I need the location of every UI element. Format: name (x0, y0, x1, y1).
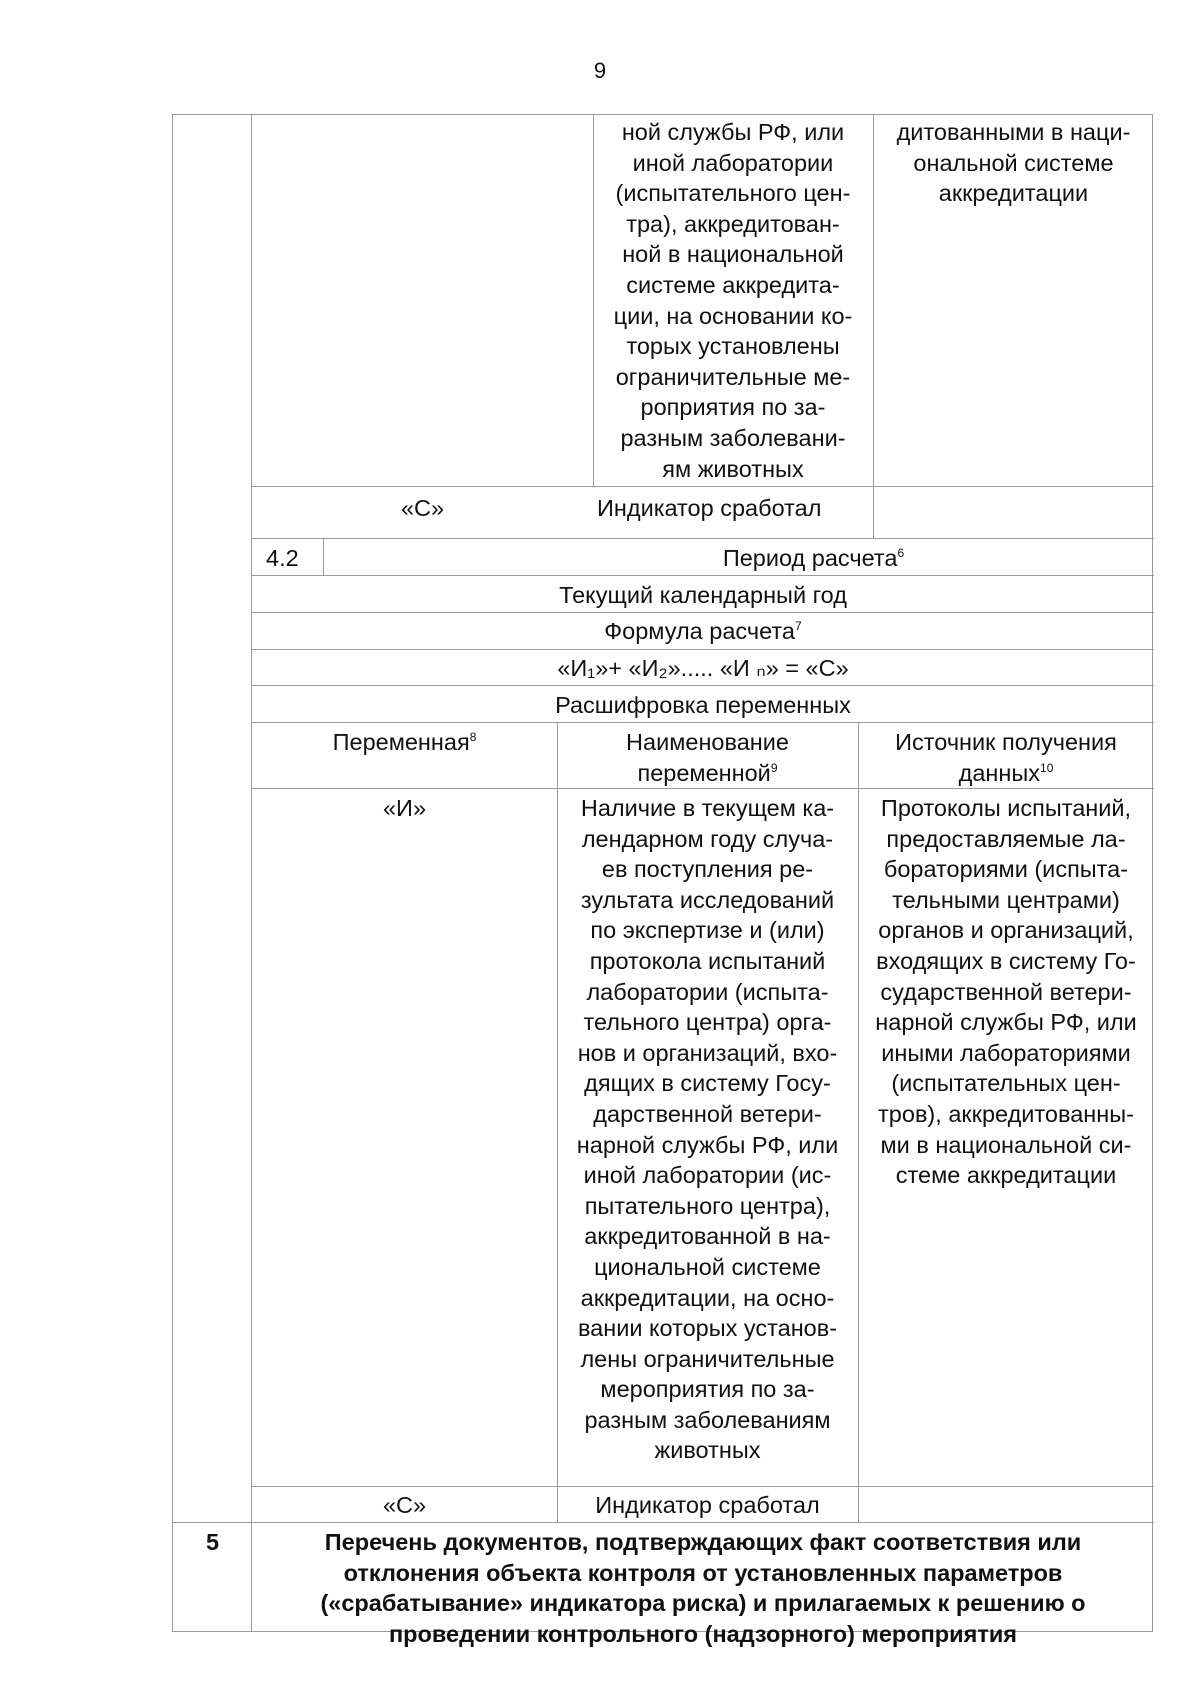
section-5-text (252, 1527, 1154, 1649)
text-line: проведении контрольного (надзорного) мероприятия (388, 1620, 1017, 1647)
text-line: тельными центрами) (892, 886, 1120, 913)
text-line: Наличие в текущем ка- (580, 795, 835, 821)
continuation-source-cell (873, 117, 1154, 209)
text-line: животных (654, 1437, 761, 1464)
text-line: (испытательного цен- (615, 180, 851, 207)
text-line: лаборатории (испыта- (586, 978, 829, 1005)
text-line: тельного центра) орга- (583, 1009, 832, 1036)
text-line: (испытательных цен- (891, 1070, 1121, 1097)
text-line: ев поступления ре- (601, 856, 814, 883)
text-line: протокола испытаний (589, 947, 826, 974)
text-line: иной лаборатории (ис- (583, 1162, 832, 1189)
variable-c-name: Индикатор сработал (595, 1492, 820, 1518)
text-line: («срабатывание» индикатора риска) и прилагаемых к решению о (320, 1590, 1086, 1617)
footnote-7: 7 (795, 619, 802, 634)
header-source-line2: данных (958, 759, 1041, 786)
text-line: органов и организаций, (878, 917, 1134, 944)
text-line: аккредитованной в на- (584, 1223, 831, 1250)
section-5-number: 5 (205, 1529, 220, 1555)
text-line: тров), аккредитованны- (878, 1100, 1134, 1127)
text-line: разным заболеваниям (584, 1406, 831, 1433)
header-name-line2: переменной (637, 759, 771, 786)
text-line: дарственной ветери- (593, 1100, 822, 1127)
header-variable-text: Переменная (332, 729, 470, 755)
text-line: аккредитации (938, 180, 1089, 207)
text-line: аккредитации, на осно- (580, 1284, 835, 1311)
header-variable (252, 727, 557, 758)
variable-c-cell: «С» (400, 495, 445, 521)
footnote-6: 6 (897, 546, 905, 561)
text-line: лендарном году случа- (581, 825, 834, 852)
text-line: иной лаборатории (632, 149, 834, 176)
header-name (557, 727, 858, 788)
text-line: вании которых установ- (577, 1315, 838, 1342)
text-line: тра), аккредитован- (626, 210, 840, 237)
text-line: Перечень документов, подтверждающих факт соответствия или (324, 1529, 1082, 1555)
text-line: мероприятия по за- (600, 1376, 815, 1403)
text-line: нарной службы РФ, или (576, 1131, 839, 1158)
section-number: 4.2 (266, 545, 299, 571)
indicator-table (172, 114, 1153, 1647)
table-left-column (173, 115, 252, 1631)
text-line: по экспертизе и (или) (590, 917, 825, 944)
variable-i: «И» (382, 795, 427, 821)
text-line: разным заболевани- (620, 424, 846, 451)
footnote-10: 10 (1040, 760, 1054, 775)
period-value: Текущий календарный год (559, 582, 847, 608)
text-line: иными лабораториями (881, 1039, 1131, 1066)
text-line: системе аккредита- (626, 271, 840, 298)
text-line: ции, на основании ко- (613, 302, 853, 329)
period-label (473, 543, 1154, 574)
variable-i-source (858, 793, 1154, 1191)
text-line: стеме аккредитации (895, 1162, 1117, 1189)
text-line: пытательного центра), (584, 1192, 831, 1219)
variable-i-name (557, 793, 858, 1466)
footnote-9: 9 (770, 760, 778, 775)
text-line: ональной системе (913, 149, 1114, 176)
text-line: дящих в систему Госу- (584, 1070, 831, 1097)
page-number: 9 (593, 58, 607, 83)
period-label-text: Период расчета (722, 545, 898, 571)
header-source (858, 727, 1154, 788)
text-line: Протоколы испытаний, (880, 795, 1132, 821)
text-line: ной службы РФ, или (621, 119, 845, 145)
indicator-triggered-cell: Индикатор сработал (597, 495, 822, 521)
formula-label (252, 616, 1154, 647)
text-line: ям животных (662, 455, 804, 482)
variable-c: «С» (382, 1492, 427, 1518)
footnote-8: 8 (469, 730, 477, 745)
text-line: ми в национальной си- (880, 1131, 1132, 1158)
text-line: отклонения объекта контроля от установленных параметров (343, 1559, 1063, 1586)
decode-label: Расшифровка переменных (555, 692, 851, 718)
text-line: циональной системе (594, 1253, 821, 1280)
text-line: предоставляемые ла- (886, 825, 1126, 852)
text-line: входящих в систему Го- (876, 947, 1136, 974)
text-line: нов и организаций, вхо- (577, 1039, 838, 1066)
header-name-line1: Наименование (626, 729, 789, 755)
text-line: зультата исследований (580, 886, 835, 913)
header-source-line1: Источник получения (895, 729, 1117, 755)
text-line: бораториями (испыта- (883, 856, 1129, 883)
text-line: ограничительные ме- (615, 363, 851, 390)
text-line: ной в национальной (622, 241, 844, 268)
continuation-name-cell (593, 117, 873, 484)
text-line: дитованными в наци- (896, 119, 1131, 145)
text-line: роприятия по за- (640, 394, 826, 421)
formula: «И₁»+ «И₂»..... «И ₙ» = «С» (557, 655, 849, 681)
formula-label-text: Формула расчета (604, 618, 795, 644)
text-line: нарной службы РФ, или (875, 1009, 1137, 1036)
text-line: лены ограничительные (580, 1345, 835, 1372)
text-line: торых установлены (626, 333, 840, 360)
text-line: сударственной ветери- (880, 978, 1132, 1005)
